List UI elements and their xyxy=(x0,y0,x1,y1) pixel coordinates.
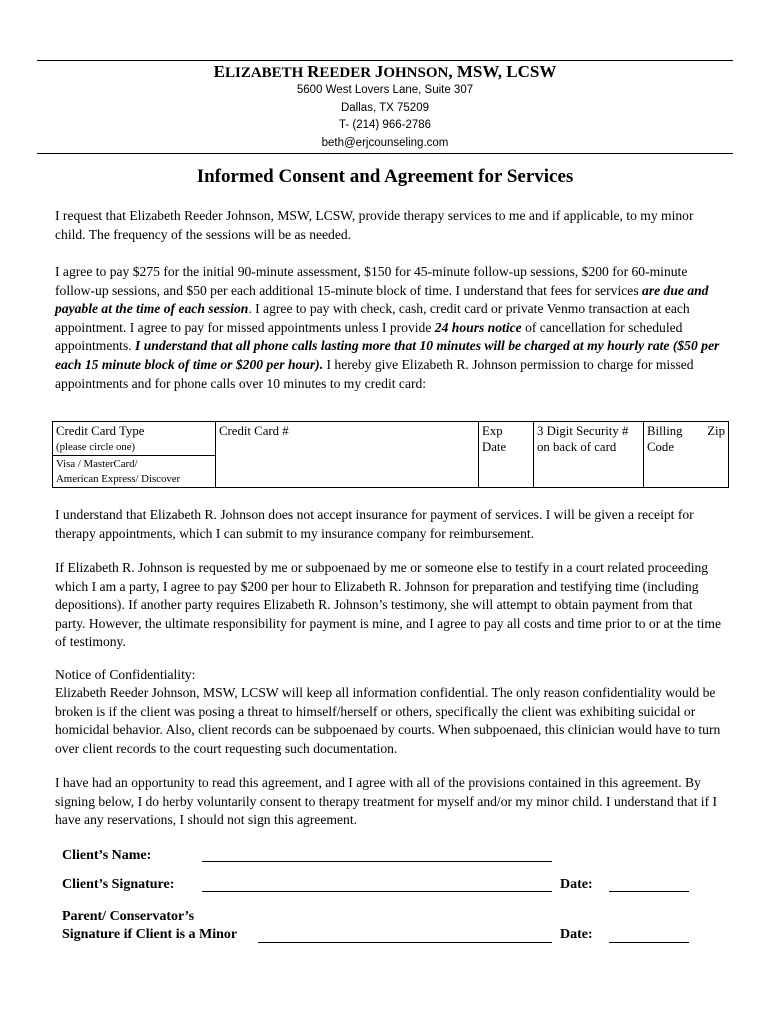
insurance-paragraph: I understand that Elizabeth R. Johnson does not accept insurance for payment of services. I will be given a receipt for therapy appointments, which I can submit to my insurance company for reimbursement. xyxy=(55,507,694,541)
client-name-label: Client’s Name: xyxy=(62,848,152,863)
card-number-cell[interactable]: Credit Card # xyxy=(216,422,479,488)
credit-card-table xyxy=(52,421,729,488)
practice-email[interactable]: beth@erjcounseling.com xyxy=(321,137,449,149)
request-paragraph: I request that Elizabeth Reeder Johnson, MSW, LCSW, provide therapy services to me and if applicable, to my minor child. The frequency of the sessions will be as needed. xyxy=(55,208,694,242)
testimony-paragraph: If Elizabeth R. Johnson is requested by me or subpoenaed by me or someone else to testify in a court related proceeding which I am a party, I agree to pay $200 per hour to Elizabeth R. Johnson for preparation and testifying time (including depositions). If another party requires Elizabeth R. Johnson’s testimony, she will attempt to obtain payment from that party. However, the ultimate responsibility for payment is mine, and I agree to pay all costs and time prior to or at the time of testimony. xyxy=(55,560,721,650)
practice-address: 5600 West Lovers Lane, Suite 307 xyxy=(296,84,474,96)
date-label-1: Date: xyxy=(560,877,593,892)
client-signature-label: Client’s Signature: xyxy=(62,877,175,892)
practice-city: Dallas, TX 75209 xyxy=(340,102,429,114)
confidentiality-paragraph: Elizabeth Reeder Johnson, MSW, LCSW will keep all information confidential. The only reason confidentiality would be broken is if the client was posing a threat to himself/herself or others, specifically the client was exhibiting suicidal or homicidal behavior. Also, client records can be subpoenaed by courts. When subpoenaed, this clinician would have to turn over client records to the court requesting such documentation. xyxy=(55,685,721,756)
client-signature-line[interactable] xyxy=(202,891,552,892)
minor-signature-line[interactable] xyxy=(258,942,552,943)
exp-date-cell[interactable]: Exp Date xyxy=(479,422,534,488)
card-type-cell: Credit Card Type (please circle one) xyxy=(53,422,216,456)
minor-signature-label: Signature if Client is a Minor xyxy=(62,927,238,942)
document-title: Informed Consent and Agreement for Services xyxy=(196,166,574,187)
date-line-2[interactable] xyxy=(609,942,689,943)
confidentiality-heading: Notice of Confidentiality: xyxy=(55,667,196,682)
header-bottom-rule xyxy=(37,153,733,154)
security-code-cell[interactable]: 3 Digit Security # on back of card xyxy=(534,422,644,488)
practitioner-name: ELIZABETH REEDER JOHNSON, MSW, LCSW xyxy=(213,62,557,81)
client-name-line[interactable] xyxy=(202,861,552,862)
parent-conservator-label: Parent/ Conservator’s xyxy=(62,909,195,924)
date-label-2: Date: xyxy=(560,927,593,942)
practice-phone: T- (214) 966-2786 xyxy=(338,119,432,131)
date-line-1[interactable] xyxy=(609,891,689,892)
fees-paragraph: I agree to pay $275 for the initial 90-minute assessment, $150 for 45-minute follow-up sessions, $200 for 60-minute follow-up sessions, and $50 per each additional 15-minute block of time. I understand that fees for services are due and payable at the time of each session. I agree to pay with check, cash, credit card or private Venmo transaction at each appointment. I agree to pay for missed appointments unless I provide 24 hours notice of cancellation for scheduled appointments. I understand that all phone calls lasting more that 10 minutes will be charged at my hourly rate ($50 per each 15 minute block of time or $200 per hour). I hereby give Elizabeth R. Johnson permission to charge for missed appointments and for phone calls over 10 minutes to my credit card: xyxy=(55,264,720,391)
billing-zip-cell[interactable]: Billing Zip Code xyxy=(644,422,729,488)
header-top-rule xyxy=(37,60,733,61)
card-options-cell[interactable]: Visa / MasterCard/ American Express/ Discover xyxy=(53,456,216,488)
agreement-paragraph: I have had an opportunity to read this agreement, and I agree with all of the provisions contained in this agreement. By signing below, I do herby voluntarily consent to therapy treatment for myself and/or my minor child. I understand that if I have any reservations, I should not sign this agreement. xyxy=(55,775,718,828)
